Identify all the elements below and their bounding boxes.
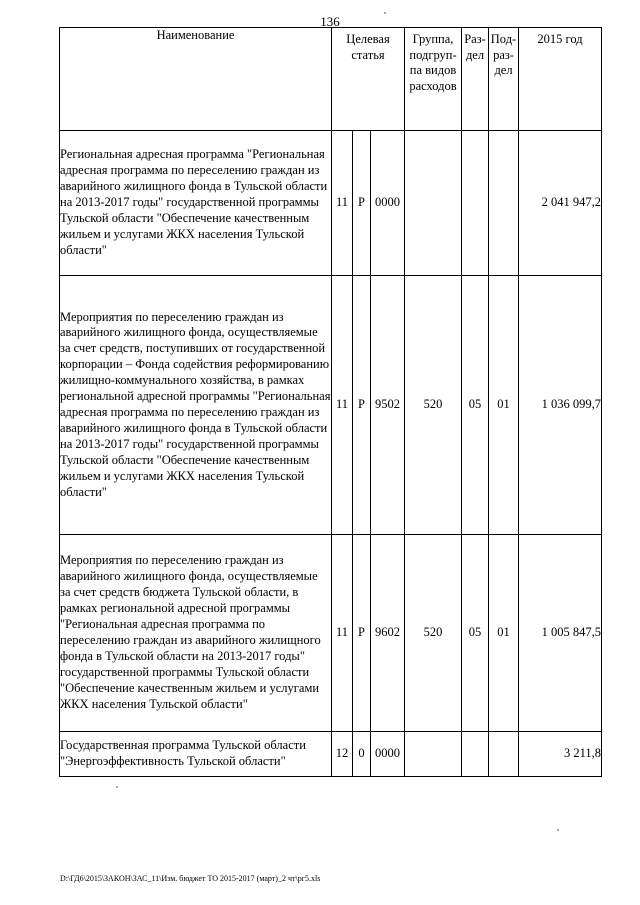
row-name: Мероприятия по переселению граждан из аварийного жилищного фонда, осуществляемые за счет средств, поступивших от государственной корпорации – Фонда содействия реформированию жилищно-коммунального хозяйства, в рамках региональной адресной программы "Региональная адресная программа по переселению граждан из аварийного жилищного фонда в Тульской области на 2013-2017 годы" государственной программы Тульской области "Обеспечение качественным жильем и услугами ЖКХ населения Тульской области" bbox=[60, 276, 332, 535]
scan-speck bbox=[384, 12, 386, 14]
row-name: Государственная программа Тульской области "Энергоэффективность Тульской области" bbox=[60, 732, 332, 777]
row-code-program: 11 bbox=[332, 131, 353, 276]
row-name: Региональная адресная программа "Региональная адресная программа по переселению граждан из аварийного жилищного фонда в Тульской области на 2013-2017 годы" государственной программы Тульской области "Обеспечение качественным жильем и услугами ЖКХ населения Тульской области" bbox=[60, 131, 332, 276]
row-razdel: 05 bbox=[462, 535, 489, 732]
row-group: 520 bbox=[405, 276, 462, 535]
header-row bbox=[60, 28, 602, 131]
header-target: Целевая статья bbox=[332, 28, 405, 131]
table-row bbox=[60, 131, 602, 276]
row-podrazdel bbox=[489, 131, 519, 276]
table-row bbox=[60, 535, 602, 732]
row-amount: 3 211,8 bbox=[519, 732, 602, 777]
row-code-direction: 0000 bbox=[371, 732, 405, 777]
row-amount: 1 036 099,7 bbox=[519, 276, 602, 535]
scan-speck bbox=[116, 786, 118, 788]
page-number: 136 bbox=[320, 14, 340, 29]
row-razdel bbox=[462, 131, 489, 276]
table-row bbox=[60, 732, 602, 777]
row-razdel: 05 bbox=[462, 276, 489, 535]
row-code-subprogram: Р bbox=[353, 131, 371, 276]
row-podrazdel bbox=[489, 732, 519, 777]
row-code-program: 12 bbox=[332, 732, 353, 777]
header-name: Наименование bbox=[60, 28, 332, 131]
row-code-direction: 9602 bbox=[371, 535, 405, 732]
header-razdel: Раз-дел bbox=[462, 28, 489, 131]
row-code-subprogram: Р bbox=[353, 276, 371, 535]
row-code-direction: 0000 bbox=[371, 131, 405, 276]
row-group bbox=[405, 131, 462, 276]
row-amount: 2 041 947,2 bbox=[519, 131, 602, 276]
header-year: 2015 год bbox=[519, 28, 602, 131]
header-podrazdel: Под-раз-дел bbox=[489, 28, 519, 131]
row-podrazdel: 01 bbox=[489, 535, 519, 732]
header-group: Группа, подгруп-па видов расходов bbox=[405, 28, 462, 131]
row-code-program: 11 bbox=[332, 276, 353, 535]
row-group: 520 bbox=[405, 535, 462, 732]
row-razdel bbox=[462, 732, 489, 777]
row-group bbox=[405, 732, 462, 777]
scan-speck bbox=[557, 829, 559, 831]
row-name: Мероприятия по переселению граждан из аварийного жилищного фонда, осуществляемые за счет средств бюджета Тульской области, в рамках региональной адресной программы "Региональная адресная программа по переселению граждан из аварийного жилищного фонда в Тульской области на 2013-2017 годы" государственной программы Тульской области "Обеспечение качественным жильем и услугами ЖКХ населения Тульской области" bbox=[60, 535, 332, 732]
row-amount: 1 005 847,5 bbox=[519, 535, 602, 732]
footer-file-path: D:\ГД6\2015\ЗАКОН\ЗАС_11\Изм. бюджет ТО 2015-2017 (март)_2 чт\рг5.xls bbox=[60, 874, 321, 883]
row-code-program: 11 bbox=[332, 535, 353, 732]
row-code-subprogram: Р bbox=[353, 535, 371, 732]
row-code-subprogram: 0 bbox=[353, 732, 371, 777]
budget-table bbox=[59, 27, 602, 777]
row-podrazdel: 01 bbox=[489, 276, 519, 535]
row-code-direction: 9502 bbox=[371, 276, 405, 535]
table-row bbox=[60, 276, 602, 535]
